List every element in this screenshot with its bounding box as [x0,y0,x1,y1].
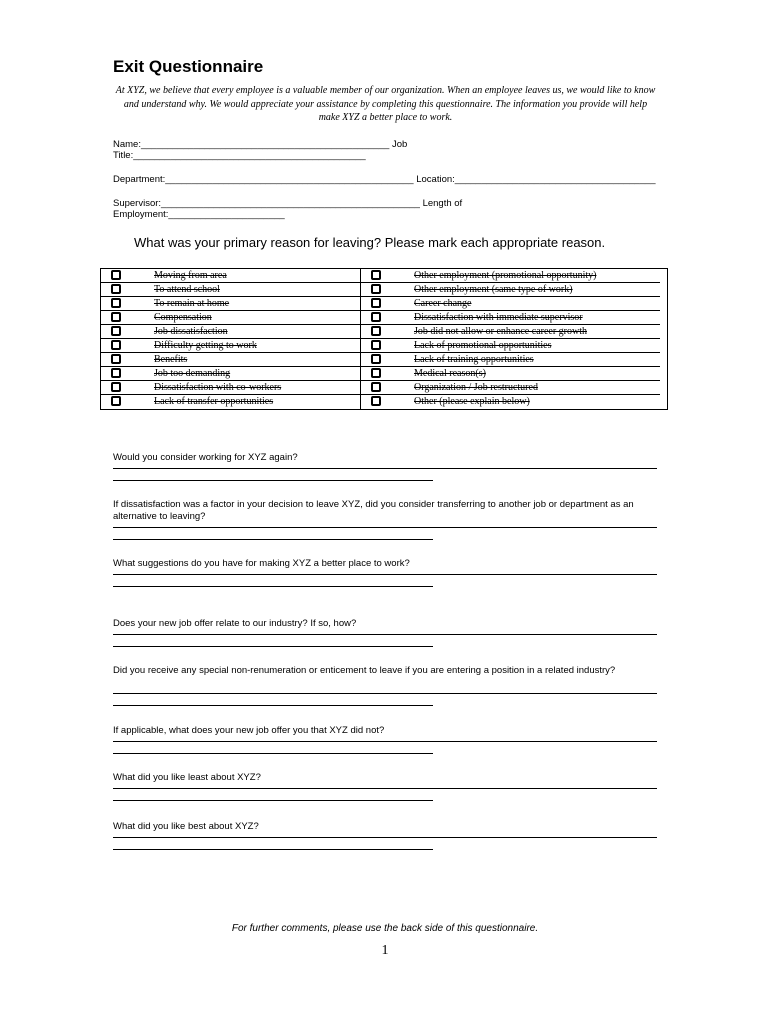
reason-checkbox[interactable] [371,396,381,406]
reason-row [101,381,401,395]
answer-line[interactable] [113,800,433,801]
reason-checkbox[interactable] [371,382,381,392]
answer-line[interactable] [113,468,657,469]
reason-label: To attend school [154,284,220,295]
answer-line[interactable] [113,646,433,647]
answer-line[interactable] [113,480,433,481]
reason-checkbox[interactable] [371,368,381,378]
reasons-heading: What was your primary reason for leaving? Please mark each appropriate reason. [134,235,606,250]
title-field[interactable]: Title:____________________________________________ [113,150,366,161]
document-title: Exit Questionnaire [113,57,264,76]
reason-label: Lack of training opportunities [414,354,534,365]
reason-checkbox[interactable] [111,382,121,392]
answer-line[interactable] [113,693,657,694]
reason-row [360,311,660,325]
question-text: Does your new job offer relate to our industry? If so, how? [113,618,357,629]
reason-row [360,395,660,409]
reason-row [360,339,660,353]
answer-line[interactable] [113,574,657,575]
reason-checkbox[interactable] [111,326,121,336]
question-text: Did you receive any special non-renumeration or enticement to leave if you are entering a position in a related industry? [113,665,616,676]
reason-row [101,283,401,297]
reason-row [360,283,660,297]
question-text: What did you like best about XYZ? [113,821,259,832]
answer-line[interactable] [113,634,657,635]
answer-line[interactable] [113,741,657,742]
reason-checkbox[interactable] [111,354,121,364]
reason-label: Moving from area [154,270,227,281]
reason-label: Medical reason(s) [414,368,486,379]
reason-checkbox[interactable] [371,284,381,294]
reason-checkbox[interactable] [111,340,121,350]
reason-row [360,297,660,311]
reason-label: Compensation [154,312,212,323]
reason-label: Other employment (promotional opportunity) [414,270,597,281]
reason-checkbox[interactable] [371,270,381,280]
reason-checkbox[interactable] [111,396,121,406]
question-text: What did you like least about XYZ? [113,772,261,783]
answer-line[interactable] [113,837,657,838]
reason-label: Dissatisfaction with co-workers [154,382,282,393]
answer-line[interactable] [113,788,657,789]
reason-label: Difficulty getting to work [154,340,257,351]
supervisor-field[interactable]: Supervisor:_________________________________________________ Length of [113,198,463,209]
question-text: If dissatisfaction was a factor in your decision to leave XYZ, did you consider transferring to another job or department as an alternative to leaving? [113,499,634,522]
question-text: Would you consider working for XYZ again? [113,452,298,463]
reason-label: Other employment (same type of work) [414,284,573,295]
reason-row [101,325,401,339]
intro-paragraph: At XYZ, we believe that every employee is a valuable member of our organization. When an employee leaves us, we would like to know and understand why. We would appreciate your assistance by completing this questionnaire. The information you provide will help make XYZ a better place to work. [115,85,656,123]
reason-checkbox[interactable] [371,312,381,322]
reason-row [360,325,660,339]
reason-checkbox[interactable] [111,368,121,378]
answer-line[interactable] [113,527,657,528]
reason-checkbox[interactable] [111,312,121,322]
reason-row [101,311,401,325]
reason-label: Other (please explain below) [414,396,530,407]
answer-line[interactable] [113,705,433,706]
reason-checkbox[interactable] [371,340,381,350]
reason-label: Job too demanding [154,368,231,379]
reason-row [360,353,660,367]
reason-checkbox[interactable] [371,326,381,336]
footer-note: For further comments, please use the back side of this questionnaire. [231,923,539,934]
department-location-field[interactable]: Department:_______________________________________________ Location:______________________________________ [113,174,656,185]
answer-line[interactable] [113,753,433,754]
reason-checkbox[interactable] [111,298,121,308]
reason-checkbox[interactable] [371,354,381,364]
reasons-table [100,268,668,410]
name-job-field[interactable]: Name:_______________________________________________ Job [113,139,408,150]
reason-label: Career change [414,298,472,309]
answer-line[interactable] [113,539,433,540]
page-number: 1 [381,943,389,958]
reason-row [101,269,401,283]
reason-row [360,381,660,395]
answer-line[interactable] [113,586,433,587]
reason-label: To remain at home [154,298,230,309]
reason-row [101,395,401,409]
answer-line[interactable] [113,849,433,850]
reason-row [360,269,660,283]
reason-label: Dissatisfaction with immediate supervisor [414,312,583,323]
reason-row [101,297,401,311]
reason-checkbox[interactable] [111,284,121,294]
reason-checkbox[interactable] [371,298,381,308]
reasons-left-column [101,269,401,409]
reasons-right-column [360,269,660,409]
reason-label: Benefits [154,354,188,365]
question-text: If applicable, what does your new job offer you that XYZ did not? [113,725,385,736]
reason-label: Job did not allow or enhance career growth [414,326,587,337]
length-of-employment-field[interactable]: Employment:______________________ [113,209,285,220]
reason-row [101,339,401,353]
question-text: What suggestions do you have for making XYZ a better place to work? [113,558,410,569]
reason-label: Job dissatisfaction [154,326,228,337]
reason-row [360,367,660,381]
reason-row [101,367,401,381]
reason-label: Organization / Job restructured [414,382,538,393]
reason-label: Lack of transfer opportunities [154,396,274,407]
reason-checkbox[interactable] [111,270,121,280]
reason-row [101,353,401,367]
reason-label: Lack of promotional opportunities [414,340,552,351]
